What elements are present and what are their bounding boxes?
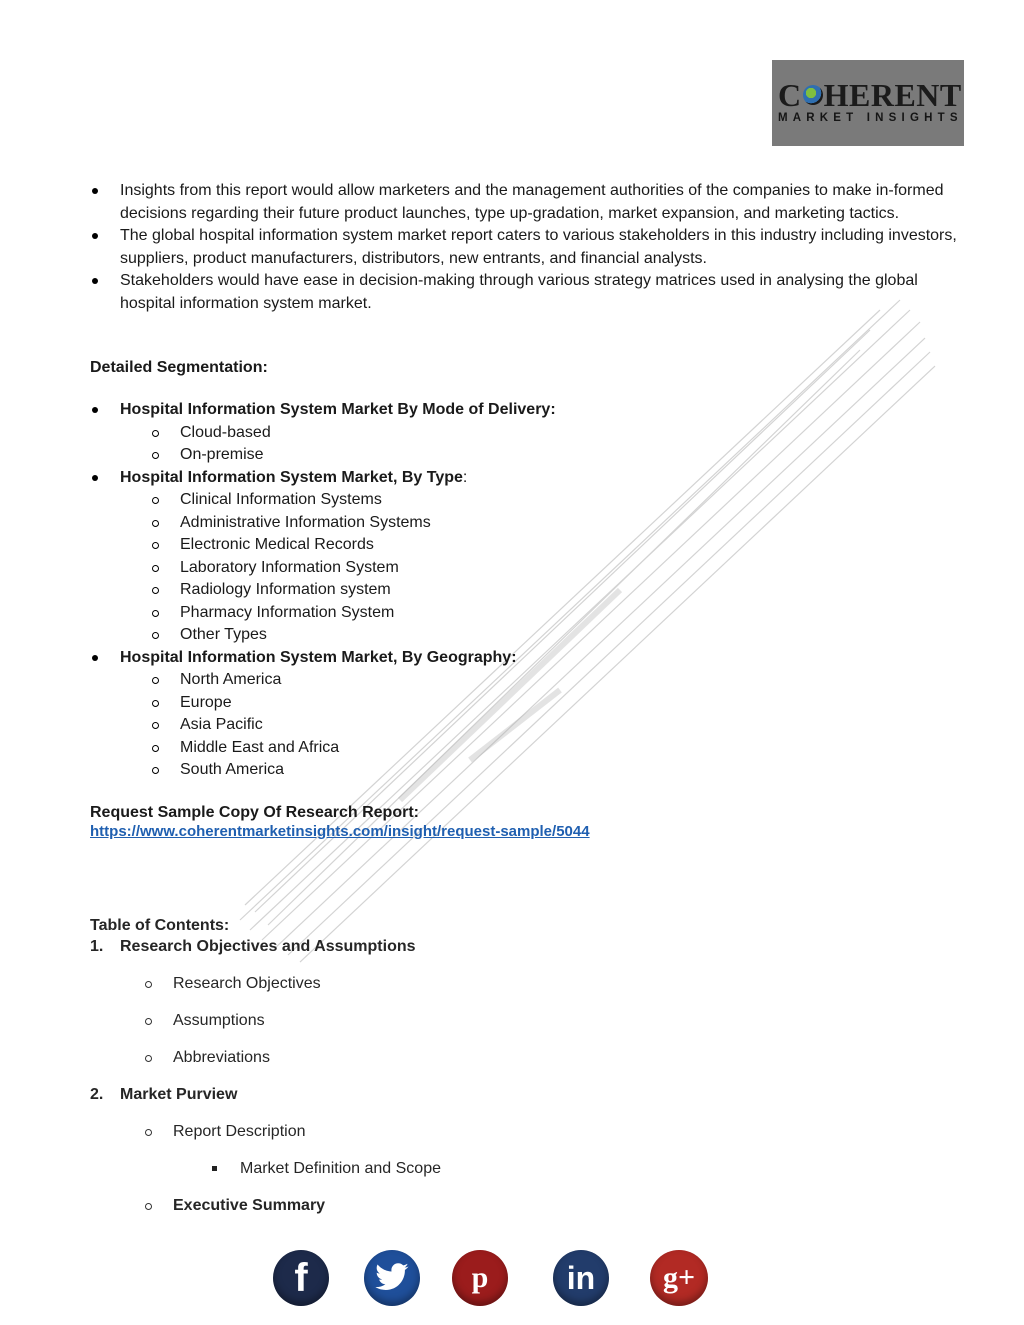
segment-item: South America [120,759,970,782]
segmentation-list [90,399,970,782]
bullet-item: Stakeholders would have ease in decision-making through various strategy matrices used in analysing the global hospital information system market. [90,270,970,315]
table-of-contents [90,916,970,1217]
segment-items [120,669,970,782]
request-sample-link[interactable]: https://www.coherentmarketinsights.com/insight/request-sample/5044 [90,822,590,840]
logo-tagline: MARKET INSIGHTS [778,112,963,124]
bullet-item: Insights from this report would allow marketers and the management authorities of the companies to make in-formed decisions regarding their future product launches, type up-gradation, market expansion, and marketing tactics. [90,180,970,225]
bullet-item: The global hospital information system market report caters to various stakeholders in this industry including investors, suppliers, product manufacturers, distributors, new entrants, and financial analysts. [90,225,970,270]
toc-item: Executive Summary [90,1195,970,1217]
toc-section-1: 1. Research Objectives and Assumptions [90,938,416,955]
segment-item: North America [120,669,970,692]
company-logo [772,60,964,146]
segment-item: Middle East and Africa [120,737,970,760]
linkedin-icon[interactable]: in [553,1250,609,1306]
segmentation-heading: Detailed Segmentation: [90,359,268,376]
facebook-icon[interactable]: f [273,1250,329,1306]
request-sample-heading: Request Sample Copy Of Research Report: [90,803,419,821]
segment-item: Pharmacy Information System [120,602,970,625]
segment-item: Electronic Medical Records [120,534,970,557]
segment-group-type: Hospital Information System Market, By Type: Clinical Information Systems Administrative Information Systems Electronic Medical Records Laboratory Information System Radiology Information system Pharmacy Information System Other Types [90,467,970,647]
segment-item: Europe [120,692,970,715]
toc-heading: Table of Contents: [90,917,230,934]
segment-item: Radiology Information system [120,579,970,602]
toc-item: Report Description [90,1121,970,1143]
twitter-icon[interactable] [364,1250,420,1306]
toc-subitem: Market Definition and Scope [90,1158,970,1180]
segment-item: Asia Pacific [120,714,970,737]
pinterest-icon[interactable]: p [452,1250,508,1306]
logo-wordmark: C HERENT [778,77,962,113]
document-body [90,180,970,842]
segment-item: On-premise [120,444,970,467]
segment-group-geography: Hospital Information System Market, By Geography: North America Europe Asia Pacific Middle East and Africa South America [90,647,970,782]
toc-item: Abbreviations [90,1047,970,1069]
google-plus-icon[interactable]: g+ [650,1250,708,1306]
segment-item: Other Types [120,624,970,647]
toc-item: Assumptions [90,1010,970,1032]
segment-item: Clinical Information Systems [120,489,970,512]
segment-items [120,422,970,467]
segment-group-delivery: Hospital Information System Market By Mode of Delivery: Cloud-based On-premise [90,399,970,467]
toc-section-2: 2. Market Purview [90,1086,238,1103]
insight-bullets [90,180,970,315]
segment-item: Laboratory Information System [120,557,970,580]
twitter-bird-icon [374,1263,410,1293]
segment-items [120,489,970,647]
toc-item: Research Objectives [90,973,970,995]
globe-icon [803,85,823,105]
segment-item: Administrative Information Systems [120,512,970,535]
segment-item: Cloud-based [120,422,970,445]
